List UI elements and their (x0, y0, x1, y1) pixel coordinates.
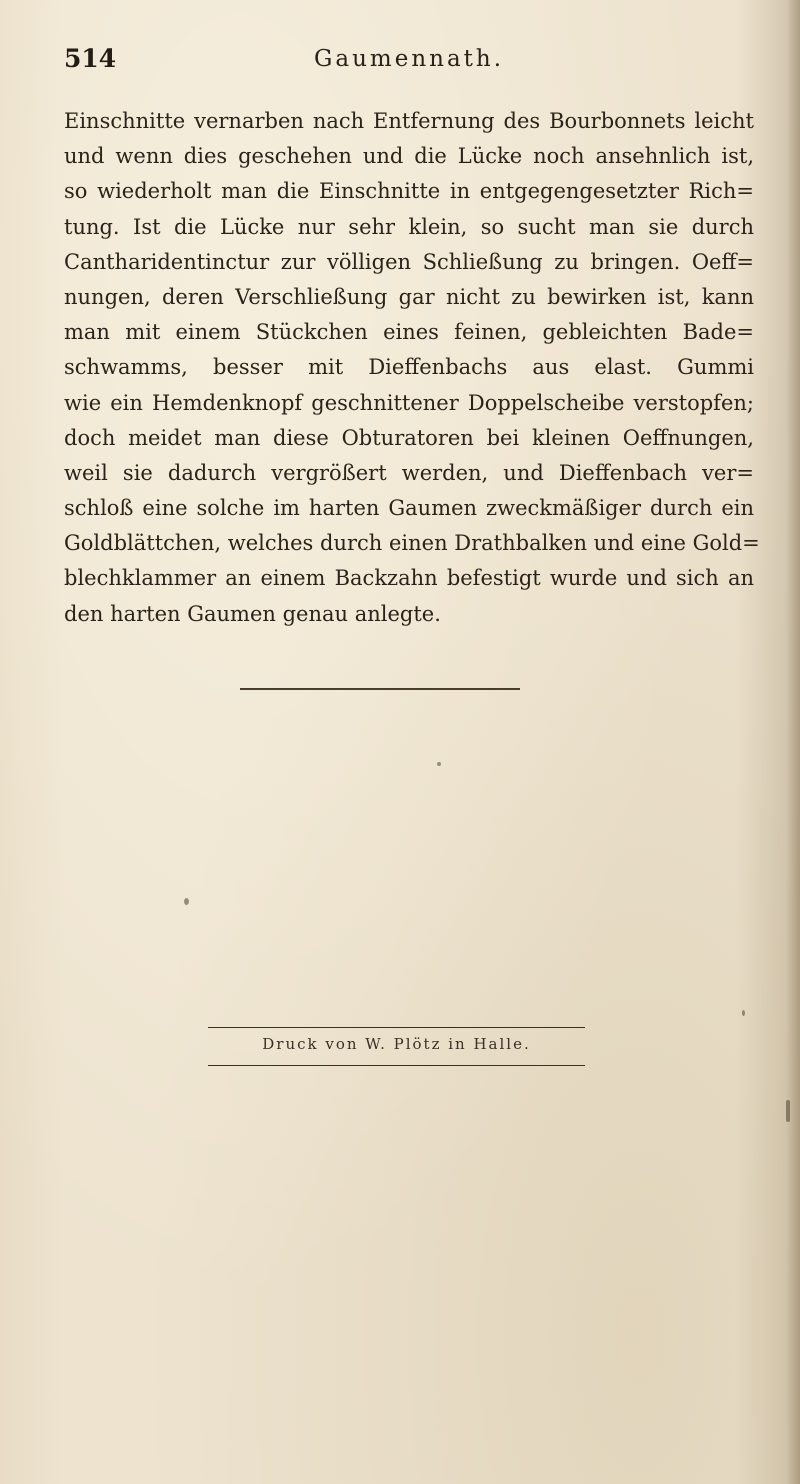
text-line: schloß eine solche im harten Gaumen zweckmäßiger durch ein (64, 496, 754, 521)
section-divider (240, 688, 520, 690)
printer-imprint: Druck von W. Plötz in Halle. (262, 1035, 531, 1053)
text-line: Einschnitte vernarben nach Entfernung des Bourbonnets leicht (64, 109, 754, 133)
page-number: 514 (64, 44, 117, 73)
text-line: Goldblättchen, welches durch einen Drathbalken und eine Gold= (64, 531, 760, 556)
page-header (64, 40, 754, 80)
text-line: man mit einem Stückchen eines feinen, gebleichten Bade= (64, 320, 754, 345)
paper-speck (786, 1100, 790, 1122)
running-head: Gaumennath. (314, 46, 505, 72)
paper-speck (742, 1010, 745, 1016)
text-line: blechklammer an einem Backzahn befestigt wurde und sich an (64, 566, 754, 591)
page-edge-shadow (786, 0, 800, 1484)
body-paragraph (64, 104, 760, 632)
text-line: doch meidet man diese Obturatoren bei kleinen Oeffnungen, (64, 425, 754, 450)
text-line: so wiederholt man die Einschnitte in entgegengesetzter Rich= (64, 179, 754, 204)
text-line: weil sie dadurch vergrößert werden, und Dieffenbach ver= (64, 460, 754, 485)
imprint-rule-bottom (208, 1065, 585, 1066)
text-line: den harten Gaumen genau anlegte. (64, 601, 441, 626)
imprint-rule-top (208, 1027, 585, 1028)
text-line: schwamms, besser mit Dieffenbachs aus elast. Gummi (64, 355, 754, 380)
paper-speck (184, 898, 189, 905)
text-line: und wenn dies geschehen und die Lücke noch ansehnlich ist, (64, 144, 754, 169)
text-line: Cantharidentinctur zur völligen Schließung zu bringen. Oeff= (64, 249, 754, 274)
text-line: wie ein Hemdenknopf geschnittener Doppelscheibe verstopfen; (64, 390, 754, 415)
text-line: tung. Ist die Lücke nur sehr klein, so sucht man sie durch (64, 214, 754, 239)
text-line: nungen, deren Verschließung gar nicht zu bewirken ist, kann (64, 284, 754, 309)
paper-speck (437, 762, 441, 766)
